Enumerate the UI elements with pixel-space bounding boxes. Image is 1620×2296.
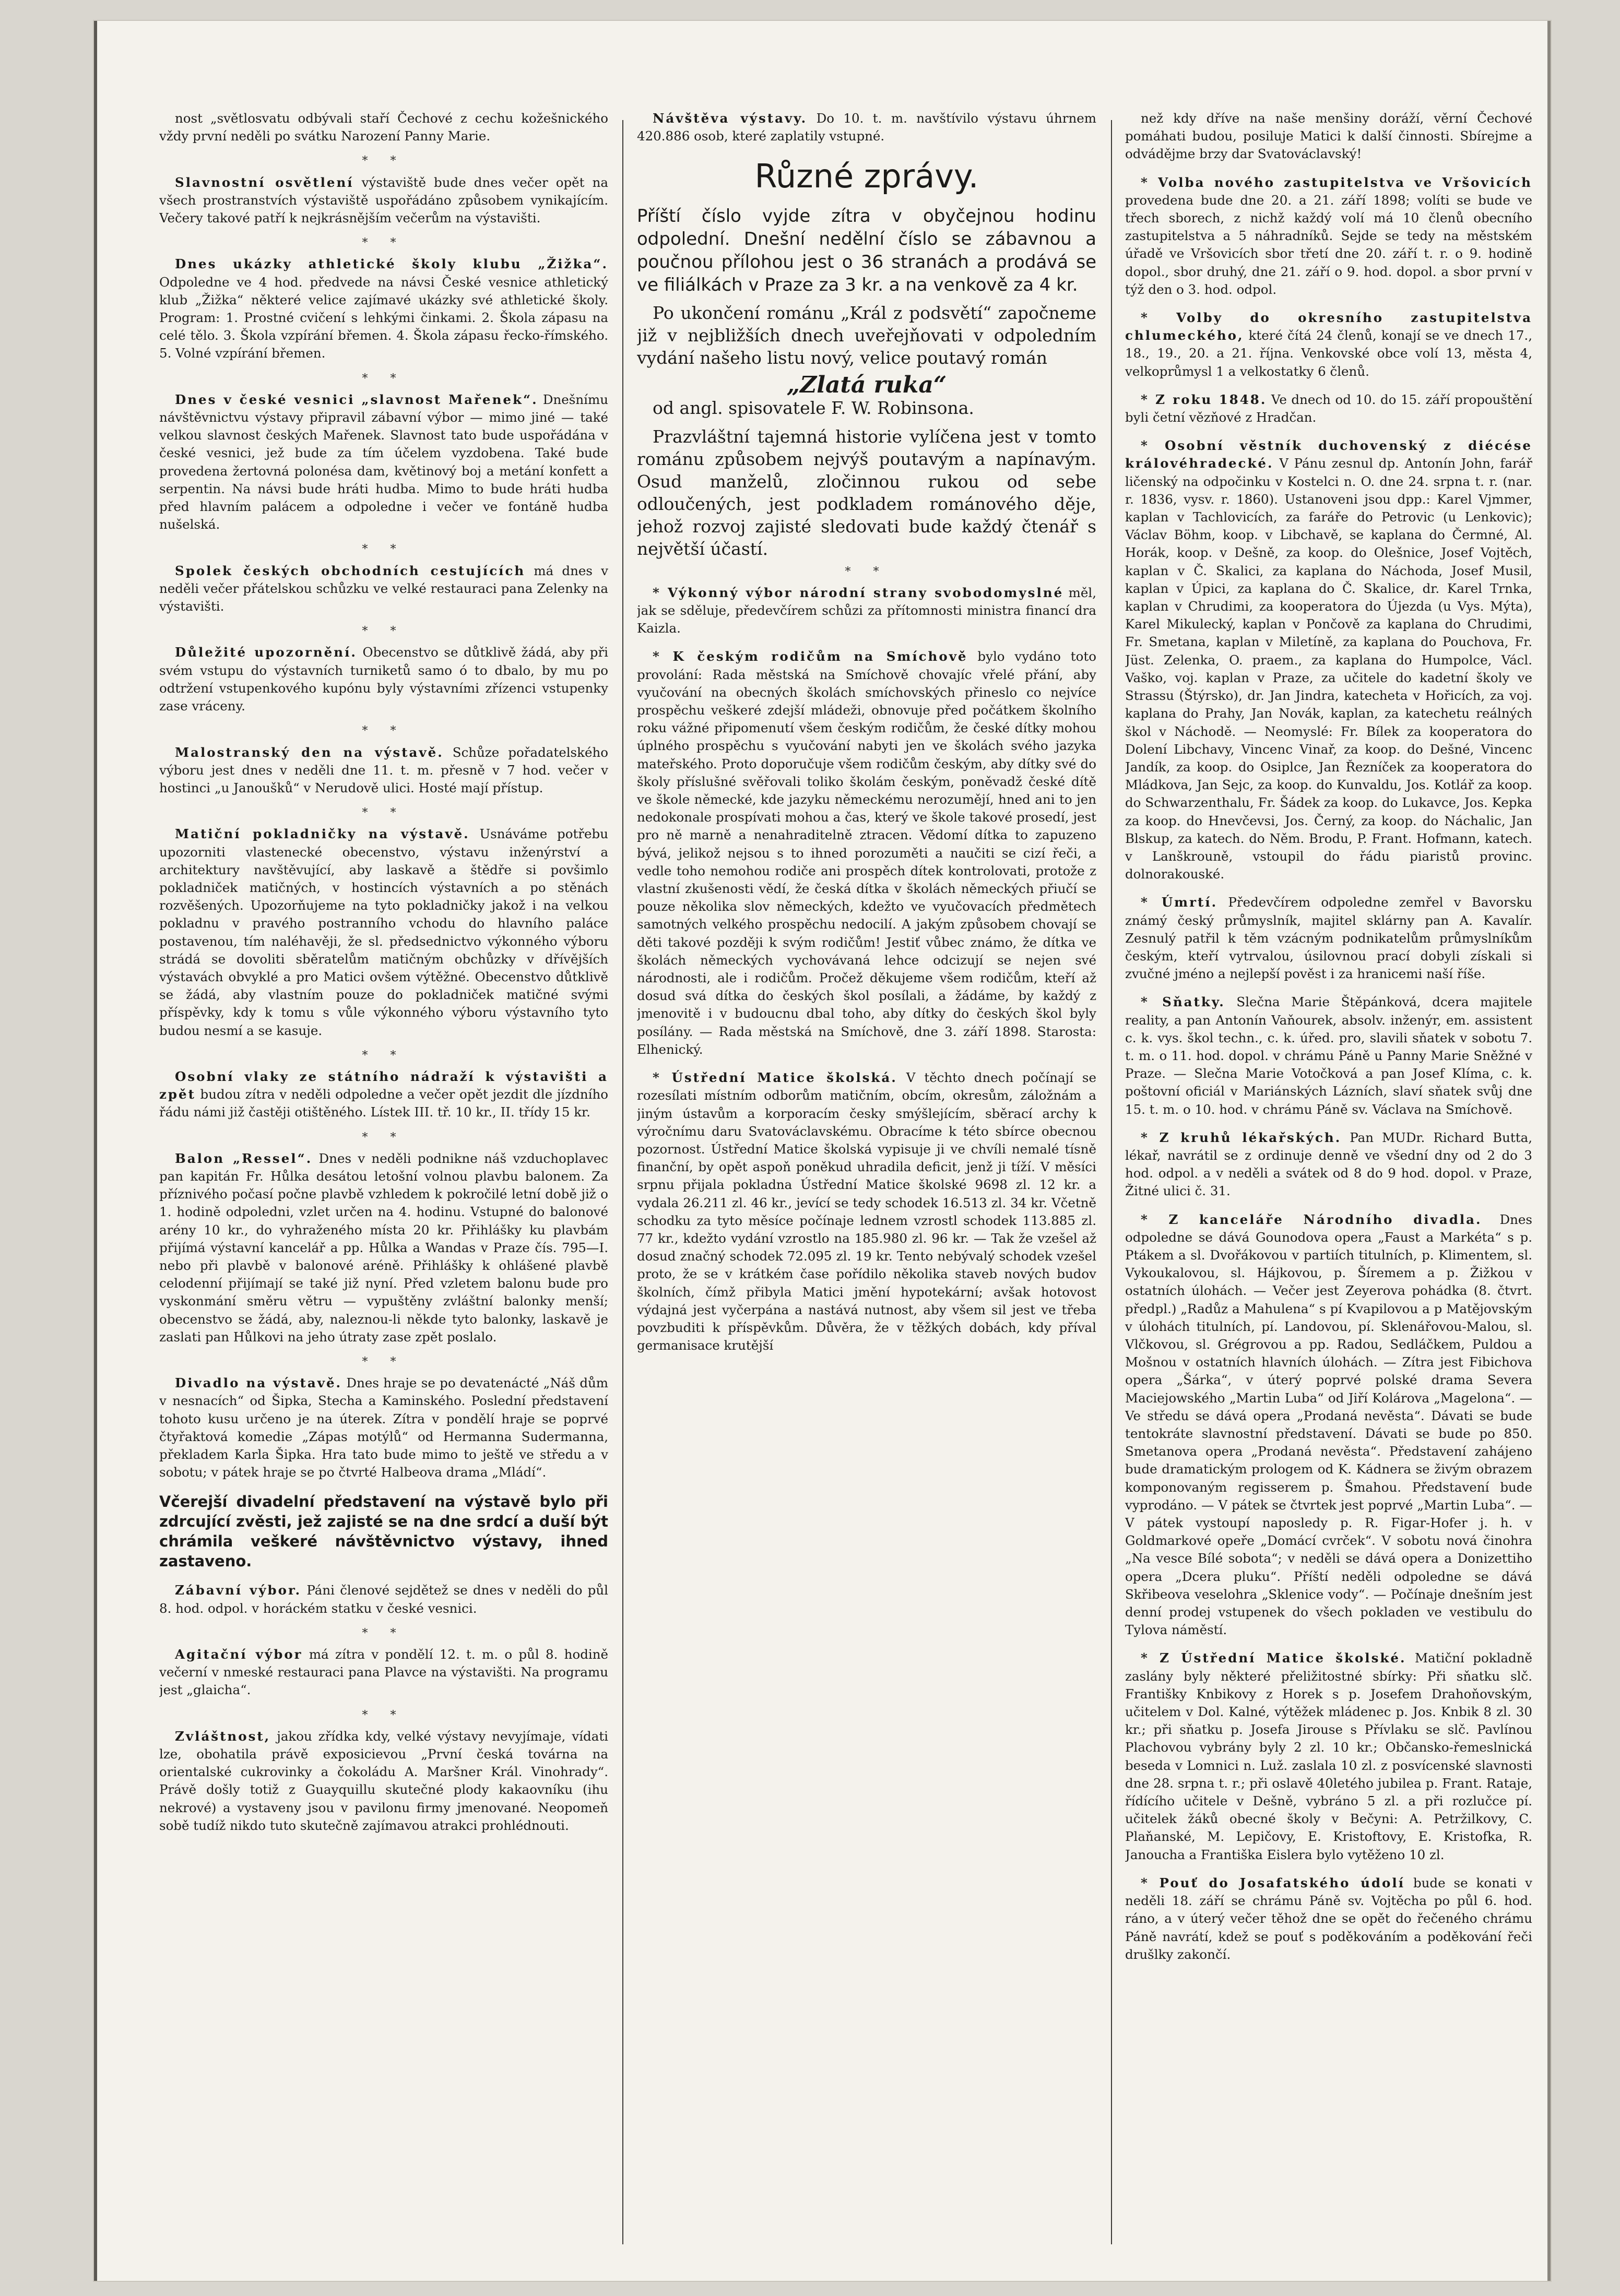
news-item xyxy=(159,644,608,715)
news-item-lead: Dnes ukázky athletické školy klubu „Žižka“. xyxy=(175,256,608,272)
news-item xyxy=(1125,110,1532,163)
news-item-lead: * Z kruhů lékařských. xyxy=(1141,1129,1342,1145)
news-item xyxy=(637,648,1096,1058)
news-item-text: Dnes hraje se po devatenácté „Náš dům v nesnacích“ od Šipka, Stecha a Kaminského. Poslední představení tohoto kusu určeno je na úterek. Zítra v pondělí hraje se poprvé čtyřaktová komedie „Zápas motýlů“ od Hermanna Sudermanna, překladem Karla Šipka. Hra tato bude mimo to ještě ve středu a v sobotu; v pátek hraje se po čtvrté Halbeova drama „Mládí“. xyxy=(159,1375,608,1480)
news-item xyxy=(1125,174,1532,299)
news-item-lead: * Výkonný výbor národní strany svobodomyslné xyxy=(653,585,1064,600)
column-right xyxy=(1125,110,1532,2239)
news-item-lead: * Z roku 1848. xyxy=(1141,391,1267,407)
news-item-text: V těchto dnech počínají se rozesílati místním odborům matičním, obcím, okresům, záložnám a jiným ústavům a korporacím česky smýšlejícím, sběrací archy k výročnímu daru Svatováclavskému. Obracíme k této sbírce obecnou pozornost. Ústřední Matice školská vypisuje ji ve chvíli nemalé tísně finanční, by opět aspoň poněkud uhradila deficit, jenž ji tíží. V měsíci srpnu přijala pokladna Ústřední Matice školské 9698 zl. 12 kr. a vydala 26.211 zl. 46 kr., jevící se tedy schodek 16.513 zl. 34 kr. Včetně schodku za tyto měsíce počínaje lednem vzrostl schodek 113.885 zl. 77 kr., kdežto vydání vzrostlo na 185.980 zl. 96 kr. — Tak že vzešel až dosud značný schodek 72.095 zl. 19 kr. Tento nebývalý schodek vzešel proto, že se v krátkém čase pořídilo několika staveb nových budov školních, čímž přibyla Matici jmění hypotekární; avšak hotovost výdajná jest vyčerpána a nastává nutnost, aby všem sil jest ve třeba povzbuditi k příspěvkům. Důvěra, že v těžkých dobách, kdy příval germanisace krutější xyxy=(637,1070,1096,1353)
column-left xyxy=(159,110,608,2239)
section-separator: * * xyxy=(845,565,889,578)
news-item-text: Usnáváme potřebu upozorniti vlastenecké obecenstvo, výstavu inženýrství a architektury navštěvující, aby laskavě a štědře si povšimlo pokladniček matičných, v hostincích výstavních a po stěnách rozvěšených. Upozorňujeme na tyto pokladničky jakož i na velkou pokladnu v pravého postranního vchodu do hlavního paláce postavenou, tím naléhavěji, že sl. předsednictvo výkonného výboru strádá se dovoliti sběratelům matičným obchůzky v dřívějších výstavách obvyklé a pro Matici ovšem výtěžné. Obecenstvo důtklivě se žádá, aby vlastním pouze do pokladniček matičné svými příspěvky, kdy k tomu s vůle výkonného výboru výstavního tyto budou nesmí a se kasuje. xyxy=(159,826,608,1038)
column-rule-left xyxy=(622,120,623,2244)
news-item-text: Ve dnech od 10. do 15. září propouštění byli četní vězňové z Hradčan. xyxy=(1125,391,1532,425)
bold-notice: Včerejší divadelní představení na výstavě bylo při zdrcující zvěsti, jež zajisté se na dne srdcí a duší být chrámila veškeré návštěvnictvo výstavy, ihned zastaveno. xyxy=(159,1493,608,1571)
news-item-text: měl, jak se sděluje, předevčírem schůzi za přítomnosti ministra financí dra Kaizla. xyxy=(637,585,1096,636)
news-item-lead: Důležité upozornění. xyxy=(175,645,357,660)
news-item xyxy=(1125,1874,1532,1964)
section-heading: Různé zprávy. xyxy=(754,157,979,196)
news-item xyxy=(637,1069,1096,1354)
news-item-text: které čítá 24 členů, konají se ve dnech 17., 18., 19., 20. a 21. října. Venkovské obce volí 13, města 4, velkoprůmysl 1 a velkostatky 6 členů. xyxy=(1125,328,1532,379)
news-item xyxy=(1125,437,1532,883)
news-item-text: nost „světlosvatu odbývali staří Čechové z cechu kožešnického vždy první neděli po svátku Narození Panny Marie. xyxy=(159,111,608,144)
news-item xyxy=(159,174,608,228)
news-item-text: má dnes v neděli večer přátelskou schůzku ve velké restauraci pana Zelenky na výstavišti. xyxy=(159,563,608,614)
news-item xyxy=(159,562,608,616)
news-item xyxy=(159,744,608,798)
news-item-text: V Pánu zesnul dp. Antonín John, farář ličenský na odpočinku v Kostelci n. O. dne 24. srpna t. r. (nar. r. 1836, vysv. r. 1860). Ustanoveni jsou dpp.: Karel Vjmmer, kaplan v Tachlovicích, za faráře do Petrovic (u Lenkovic); Václav Böhm, koop. v Libchavě, se kaplana do Čermné, Al. Horák, koop. v Dešně, za koop. do Olešnice, Josef Vojtěch, kaplan v Č. Skalici, za kaplana do Náchoda, Josef Musil, kaplan v Úpici, za kaplana do Č. Skalice, dr. Karel Trnka, kaplan v Chrudimi, za kooperatora do Újezda (u Vys. Mýta), Karel Mikulecký, kaplan v Pončově za kaplana do Chrudimi, Fr. Smetana, kaplan v Miletíně, za kaplana do Pouchova, Fr. Jüst. Zelenka, O. praem., za kaplana do Humpolce, Václ. Vaško, voj. kaplan v Praze, za učitele do kadetní školy ve Strassu (Štýrsko), dr. Jan Jindra, katecheta v Hořicích, za voj. kaplana do Prahy, Jan Novák, kaplan, za katechetu reálných škol v Náchodě. — Neomyslé: Fr. Bílek za kooperatora do Dolení Libchavy, Vincenc Vinař, za koop. do Dešné, Vincenc Jandík, za koop. do Osiplce, Jan Řezníček za kooperatora do Mládkova, Jan Sejc, za koop. do Kunvaldu, Jos. Kotlář za koop. do Schwarzenthalu, Fr. Šádek za koop. do Lukavce, Jos. Kepka za koop. do Hnevčevsi, Jos. Černý, za koop. do Náchalic, Jan Blskup, za katech. do Něm. Brodu, P. Frant. Hofmann, katech. v Lanškrouně, vstoupil do řádu piaristů provinc. dolnorakouské. xyxy=(1125,456,1532,882)
news-item-text: výstaviště bude dnes večer opět na všech prostranstvích výstaviště uspořádáno způsobem vynikajícím. Večery takové patří k nejkrásnějším večerům na výstavišti. xyxy=(159,174,608,226)
news-item xyxy=(1125,1649,1532,1863)
section-separator: * * xyxy=(362,1355,406,1369)
news-item-lead: * Úmrtí. xyxy=(1141,895,1218,910)
newspaper-page xyxy=(94,21,1551,2281)
news-item-lead: Osobní vlaky ze státního nádraží k výstavišti a zpět xyxy=(159,1068,608,1102)
section-separator: * * xyxy=(362,154,406,168)
column-middle xyxy=(637,110,1096,2239)
news-item-text: Do 10. t. m. navštívilo výstavu úhrnem 420.886 osob, které zaplatily vstupné. xyxy=(637,111,1096,144)
section-separator: * * xyxy=(362,806,406,820)
news-item xyxy=(637,110,1096,145)
notice-bold: Příští číslo vyjde zítra v obyčejnou hodinu odpolední. Dnešní nedělní číslo se zábavnou a poučnou přílohou jest o 36 stranách a prodává se ve filiálkách v Praze za 3 kr. a na venkově za 4 kr. xyxy=(637,206,1096,296)
news-item xyxy=(1125,993,1532,1118)
news-item-text: Obecenstvo se důtklivě žádá, aby při svém vstupu do výstavních turniketů samo ó to dbalo, by mu po odtržení vstupenkového kupónu byly výstavními zřízenci vstupenky zase vráceny. xyxy=(159,645,608,714)
news-item-lead: * Volby do okresního zastupitelstva chlumeckého, xyxy=(1125,310,1532,343)
news-item-text: Slečna Marie Štěpánková, dcera majitele reality, a pan Antonín Vaňourek, absolv. inženýr, em. assistent c. k. vys. škol techn., c. k. úřed. pro, slavili sňatek v sobotu 7. t. m. o 11. hod. dopol. v chrámu Páně u Panny Marie Sněžné v Praze. — Slečna Marie Votočková a pan Josef Klíma, c. k. poštovní oficiál v Mariánských Lázních, slaví sňatek svůj dne 15. t. m. o 10. hod. v chrámu Páně sv. Václava na Smíchově. xyxy=(1125,994,1532,1117)
news-item-text: provedena bude dne 20. a 21. září 1898; volíti se bude ve třech sborech, z nichž každý volí má 10 členů obecního zastupitelstva a 5 náhradníků. Sejde se tedy na městském úřadě ve Vršovicích sbor třetí dne 20. září t. r. o 9. hodině dopol., sbor druhý, dne 21. září o 9. hod. dopol. a sbor první v týž den o 3. hod. odpol. xyxy=(1125,192,1532,297)
news-item xyxy=(159,1728,608,1835)
news-item-text: Dnes v neděli podnikne náš vzduchoplavec pan kapitán Fr. Hůlka desátou letošní volnou plavbu balonem. Za příznivého počasí počne plavbě vzhledem k pokročilé letní době již o 1. hodině odpoledni, vzlet určen na 4. hodinu. Vstupné do balonové arény 10 kr., do vyhraženého místa 20 kr. Přihlášky ku plavbám přijímá výstavní kancelář a pp. Hůlka a Wandas v Praze čís. 795—I. nebo při plavbě v balonové aréně. Přihlášky k ohlášené plavbě celodenní přijímají se také již nyní. Před vzletem balonu bude pro vyskonmání směru větru — vypuštěny zvláštní balonky menší; obecenstvo se žádá, aby, naleznou-li někde tyto balonky, laskavě je zaslati pan Hůlkovi na jeho útraty zase zpět poslalo. xyxy=(159,1150,608,1345)
news-item xyxy=(1125,391,1532,426)
news-item-text: má zítra v pondělí 12. t. m. o půl 8. hodině večerní v nmeské restauraci pana Plavce na výstavišti. Na programu jest „glaicha“. xyxy=(159,1647,608,1698)
news-item xyxy=(159,110,608,145)
news-item-text: Matiční pokladně zaslány byly některé přeližitostné sbírky: Při sňatku slč. Františky Knbikovy z Horek s p. Josefem Drahoňovským, učitelem v Dol. Kalné, výtěžek mládenec p. Jos. Knbik 8 zl. 30 kr.; při sňatku p. Josefa Jirouse s Přívlaku se slč. Pavlínou Plachovou vybrány byly 2 zl. 10 kr.; Občansko-řemeslnická beseda v Lomnici n. Luž. zaslala 10 zl. z posvícenské slavnosti dne 28. srpna t. r.; při oslavě 40letého jubilea p. Frant. Rataje, řídícího učitele v Dešně, vybráno 5 zl. a při rozlučce pí. učitelek žáků obecné školy v Bečyni: A. Petržilkovy, C. Plaňanské, M. Lepičovy, E. Kristoftovy, E. Kristofka, R. Janoucha a Františka Eislera bylo vytěženo 10 zl. xyxy=(1125,1650,1532,1862)
news-item-text: jakou zřídka kdy, velké výstavy nevyjímaje, vídati lze, obohatila právě exposicievou „První česká továrna na orientalské cukrovinky a čokoládu A. Maršner Král. Vinohrady“. Právě došly totiž z Guayquillu skutečné plody kakaovníku (ihu nekrové) a vystaveny jsou v pavilonu firmy jmenované. Neopomeň sobě tudíž nikdo tuto skutečně zajímavou atrakci prohlédnouti. xyxy=(159,1728,608,1833)
news-item-text: budou zítra v neděli odpoledne a večer opět jezdit dle jízdního řádu námi již častěji otištěného. Lístek III. tř. 10 kr., II. třídy 15 kr. xyxy=(159,1087,608,1120)
news-item-lead: Agitační výbor xyxy=(175,1647,303,1662)
news-item-text: Schůze pořadatelského výboru jest dnes v neděli dne 11. t. m. přesně v 7 hod. večer v hostinci „u Janoušků“ v Nerudově ulici. Hosté mají přístup. xyxy=(159,744,608,795)
news-item xyxy=(1125,309,1532,380)
news-item xyxy=(1125,1211,1532,1639)
news-item-lead: * Z kanceláře Národního divadla. xyxy=(1141,1211,1482,1227)
news-item-lead: Zábavní výbor. xyxy=(175,1583,302,1598)
news-item-lead: Balon „Ressel“. xyxy=(175,1150,313,1166)
news-item-text: Páni členové sejdětež se dnes v neděli do půl 8. hod. odpol. v horáckém statku v české vesnici. xyxy=(159,1583,608,1616)
news-item-lead: * Volba nového zastupitelstva ve Vršovicích xyxy=(1141,174,1532,190)
news-item xyxy=(159,1068,608,1122)
news-item-lead: Malostranský den na výstavě. xyxy=(175,744,444,760)
news-item xyxy=(159,391,608,534)
news-item xyxy=(159,1374,608,1481)
news-item-lead: * Osobní věstník duchovenský z diécése královéhradecké. xyxy=(1125,438,1532,471)
announcement-paragraph: Po ukončení románu „Král z podsvětí“ započneme již v nejbližších dnech uveřejňovati v odpoledním vydání našeho listu nový, velice poutavý román xyxy=(637,303,1096,368)
news-item-text: Předevčírem odpoledne zemřel v Bavorsku známý český průmyslník, majitel sklárny pan A. Kavalír. Zesnulý patřil k těm vzácným podnikatelům průmyslníkům českým, kteří vytrvalou, úsilovnou prací dobyli získali si zvučné jméno a nejlepší pověst i za hranicemi naší říše. xyxy=(1125,895,1532,982)
announcement-paragraph: Prazvláštní tajemná historie vylíčena jest v tomto románu způsobem nejvýš poutavým a napínavým. Osud manželů, zločinnou rukou od sebe odloučených, jest podkladem románového děje, jehož rozvoj zajisté sledovati bude každý čtenář s největší účastí. xyxy=(637,426,1096,559)
news-item-text: Odpoledne ve 4 hod. předvede na návsi České vesnice athletický klub „Žižka“ některé velice zajímavé ukázky své athletické školy. Program: 1. Prostné cvičení s lehkými činkami. 2. Škola zápasu na celé tělo. 3. Škola vzpírání břemen. 4. Škola zápasu řecko-římského. 5. Volné vzpírání břemen. xyxy=(159,274,608,361)
news-item-text: Pan MUDr. Richard Butta, lékař, navrátil se z ordinuje denně ve všední dny od 2 do 3 hod. odpol. a v neděli a svátek od 8 do 9 hod. dopol. v Praze, Žitné ulici č. 31. xyxy=(1125,1129,1532,1199)
news-item-text: bude se konati v neděli 18. září se chrámu Páně sv. Vojtěcha po půl 6. hod. ráno, a v úterý večer těhož dne se opět do řečeného chrámu Páně navrátí, kdež se pouť s poděkováním a poděkování řeči drušlky zakončí. xyxy=(1125,1875,1532,1962)
novel-title: „Zlatá ruka“ xyxy=(786,372,947,399)
section-separator: * * xyxy=(362,1049,406,1062)
news-item-lead: * K českým rodičům na Smíchově xyxy=(653,649,968,664)
news-item xyxy=(159,1646,608,1699)
news-item-text: Dnes odpoledne se dává Gounodova opera „Faust a Markéta“ s p. Ptákem a sl. Dvořákovou v partiích titulních, p. Klimentem, sl. Vykoukalovou, sl. Hájkovou, p. Šíremem a p. Žižkou v ostatních úlohách. — Večer jest Zeyerova pohádka (8. čtvrt. předpl.) „Radůz a Mahulena“ s pí Kvapilovou a p Matějovským v úlohách titulních, pí. Landovou, pí. Sklenářovou-Malou, sl. Vlčkovou, sl. Grégrovou a pp. Radou, Sedláčkem, Puldou a Mošnou v ostatních hlavních úlohách. — Zítra jest Fibichova opera „Šárka“, v úterý poprvé polské drama Severa Maciejowského „Martin Luba“ od Jiří Kolárova „Magelona“. — Ve středu se dává opera „Prodaná nevěsta“. Dávati se bude tentokráte slavnostní představení. Dávati se bude po 850. Smetanova opera „Prodaná nevěsta“. Představení zahájeno bude dramatickým prologem od K. Kádnera se živým obrazem komponovaným regisserem p. Šmahou. Představení bude vyprodáno. — V pátek se čtvrtek jest poprvé „Martin Luba“. — V pátek vystoupí naposledy p. R. Figar-Hofer j. h. v Goldmarkové opeře „Domácí cvrček“. V sobotu nová činohra „Na vesce Bílé sobota“; v neděli se dává opera a Donizettiho opera „Dcera pluku“. Příští neděli odpoledne se dává Skřibeova veselohra „Sklenice vody“. — Počínaje dnešním jest denní prodej vstupenek do všech pokladen ve vestibulu do Tylova náměstí. xyxy=(1125,1211,1532,1638)
column-rule-right xyxy=(1111,120,1112,2244)
news-item-lead: Divadlo na výstavě. xyxy=(175,1375,342,1391)
news-item-lead: * Ústřední Matice školská. xyxy=(653,1070,897,1086)
announcement-paragraph: od angl. spisovatele F. W. Robinsona. xyxy=(653,397,974,418)
section-separator: * * xyxy=(362,372,406,385)
section-separator: * * xyxy=(362,1708,406,1722)
news-item-lead: * Pouť do Josafatského údolí xyxy=(1141,1875,1405,1890)
news-item xyxy=(637,584,1096,638)
section-separator: * * xyxy=(362,236,406,250)
section-separator: * * xyxy=(362,1626,406,1640)
news-item xyxy=(159,255,608,362)
news-item xyxy=(1125,1129,1532,1200)
news-item-text: bylo vydáno toto provolání: Rada městská na Smíchově chovajíc vřelé přání, aby vyučování na obecných školách smíchovských přineslo co nejvíce prospěchu veškeré zdejší mládeži, obnovuje před počátkem školního roku vážné připomenutí všem českým rodičům, že české dítky mohou úplného prospěchu s vyučování nabyti jen ve školách svého jazyka mateřského. Proto doporučuje všem rodičům českým, aby dítky své do školy příslušné svěřovali toliko školám českým, poněvadž české dítě ve škole německé, kde jazyku německému nerozumějí, hned ani to jen nedokonale prospívati mohou a čas, který ve škole takové prosedí, jest pro ně marně a nenahraditelně ztracen. Vědomí dítka to zapuzeno bývá, jelikož nejsou s to ihned porozuměti a naučiti se cizí řeči, a vedle toho nemohou rodiče ani prospěch dítek kontrolovati, protože z vlastní zkušenosti vědí, že česká dítka v školách německých přiučí se pouze několika slov německých, kdežto ve vyučovacích předmětech samotných velkého prospěchu nedocilí. A jakým způsobem chovají se děti takové později k svým rodičům! Jestiť vůbec známo, že dítka ve školách německých vychovávaná lehce odcizují se nejen své národnosti, ale i rodičům. Pročež děkujeme všem rodičům, kteří až dosud svá dítka do českých škol posílali, a žádáme, by každý z jmenovitě i v budoucnu dbal toho, aby dítky do českých škol byly posílány. — Rada městská na Smíchově, dne 3. září 1898. Starosta: Elhenický. xyxy=(637,649,1096,1057)
section-separator: * * xyxy=(362,543,406,556)
news-item-text: než kdy dříve na naše menšiny doráží, věrní Čechové pomáhati budou, posiluje Matici k další činnosti. Sbírejme a odvádějme brzy dar Svatováclavský! xyxy=(1125,111,1532,162)
news-item xyxy=(159,825,608,1039)
news-item xyxy=(1125,894,1532,983)
left-scan-edge xyxy=(94,21,97,2281)
section-separator: * * xyxy=(362,625,406,638)
news-item-lead: Spolek českých obchodních cestujících xyxy=(175,563,526,578)
section-separator: * * xyxy=(362,1131,406,1144)
news-item-lead: Dnes v české vesnici „slavnost Mařenek“. xyxy=(175,391,538,407)
news-item-lead: Slavnostní osvětlení xyxy=(175,174,354,190)
news-item xyxy=(159,1581,608,1617)
news-item-lead: * Z Ústřední Matice školské. xyxy=(1141,1650,1406,1666)
news-item-lead: * Sňatky. xyxy=(1141,994,1225,1010)
news-item xyxy=(159,1150,608,1346)
section-separator: * * xyxy=(362,724,406,738)
news-item-lead: Návštěva výstavy. xyxy=(653,111,808,126)
news-item-lead: Matiční pokladničky na výstavě. xyxy=(175,826,470,842)
news-item-text: Dnešnímu návštěvnictvu výstavy připravil zábavní výbor — mimo jiné — také velkou slavnost českých Mařenek. Slavnost tato bude uspořádána v české vesnici, jež bude za tím účelem vyzdobena. Také bude provedena žertovná polonésa dam, květinový boj a metání konfett a serpentin. Na návsi bude hráti hudba. Mimo to bude hráti hudba před hlavním palácem a odpoledne i večer ve fontáně hudba nušelská. xyxy=(159,391,608,532)
news-item-lead: Zvláštnost, xyxy=(175,1728,271,1744)
right-scan-edge xyxy=(1547,21,1551,2281)
